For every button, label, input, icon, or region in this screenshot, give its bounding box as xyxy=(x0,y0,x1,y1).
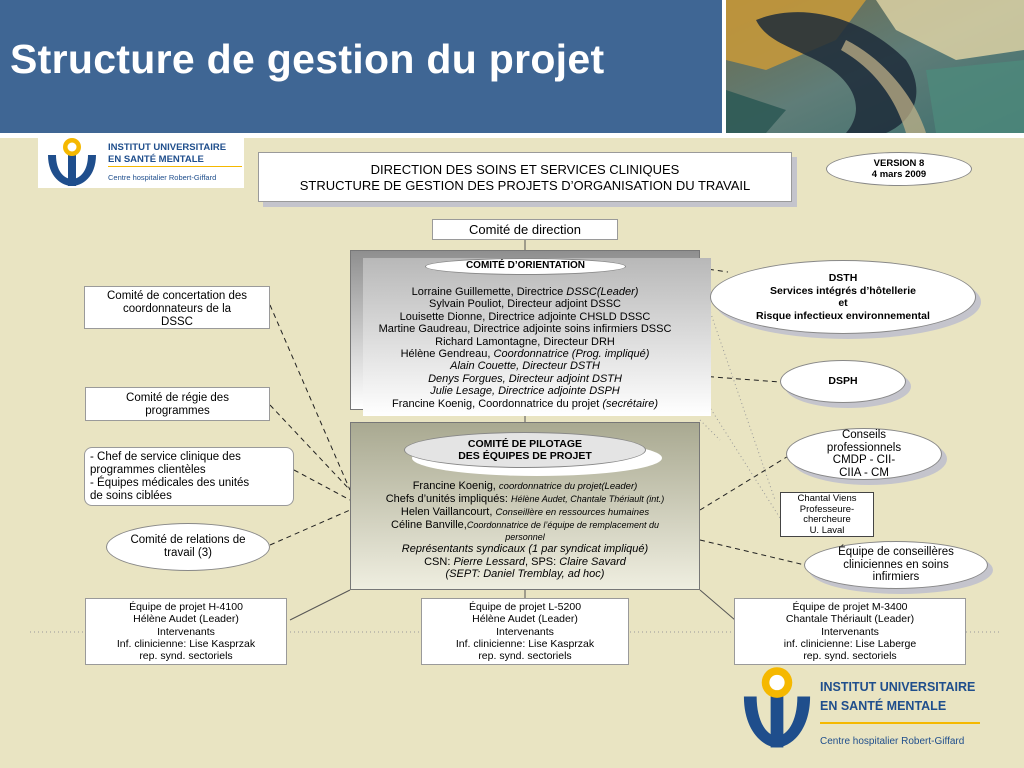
logo-emblem-large-icon xyxy=(736,666,818,750)
orientation-member: Alain Couette, Directeur DSTH xyxy=(450,360,600,373)
team-box-l5200: Équipe de projet L-5200 Hélène Audet (Leader) Intervenants Inf. clinicienne: Lise Kasprzak rep. synd. sectoriels xyxy=(421,598,629,665)
pilotage-title-line1: COMITÉ DE PILOTAGE xyxy=(467,438,583,450)
team-box-h4100: Équipe de projet H-4100 Hélène Audet (Leader) Intervenants Inf. clinicienne: Lise Kasprzak rep. synd. sectoriels xyxy=(85,598,287,665)
chefs-box: - Chef de service clinique des programmes clientèles - Équipes médicales des unités de soins ciblées xyxy=(84,447,294,506)
comite-direction-box xyxy=(432,219,618,240)
pilotage-member: Francine Koenig, coordonnatrice du projet(Leader) xyxy=(412,480,638,492)
pilotage-member: Céline Banville,Coordonnatrice de l’équipe de remplacement du xyxy=(391,518,659,531)
orientation-member: Martine Gaudreau, Directrice adjointe soins infirmiers DSSC xyxy=(378,323,672,336)
pilotage-member: Chefs d’unités impliqués: Hélène Audet, Chantale Thériault (int.) xyxy=(385,493,665,506)
regie-box: Comité de régie des programmes xyxy=(85,387,270,421)
version-date: 4 mars 2009 xyxy=(871,169,927,180)
header-box-line1: DIRECTION DES SOINS ET SERVICES CLINIQUES xyxy=(370,162,680,177)
orientation-member: Sylvain Pouliot, Directeur adjoint DSSC xyxy=(429,298,621,311)
relations-ellipse: Comité de relations de travail (3) xyxy=(106,523,270,571)
logo-bottom-rule xyxy=(820,722,980,724)
pilotage-member: Helen Vaillancourt, Conseillère en ressources humaines xyxy=(400,505,650,518)
orientation-member: Louisette Dionne, Directrice adjointe CHSLD DSSC xyxy=(399,310,651,323)
orientation-member: Denys Forgues, Directeur adjoint DSTH xyxy=(428,372,622,385)
header-box-line2: STRUCTURE DE GESTION DES PROJETS D’ORGANISATION DU TRAVAIL xyxy=(299,178,751,193)
direction-header-box xyxy=(258,152,792,202)
logo-bottom xyxy=(734,664,994,764)
logo-bottom-line2: EN SANTÉ MENTALE xyxy=(820,699,947,713)
logo-line2: EN SANTÉ MENTALE xyxy=(108,154,204,165)
pilotage-member: personnel xyxy=(505,532,545,543)
orientation-member: Lorraine Guillemette, Directrice DSSC(Leader) xyxy=(411,286,639,298)
logo-bottom-line3: Centre hospitalier Robert-Giffard xyxy=(820,736,965,747)
orientation-members xyxy=(350,286,700,410)
orientation-member: Richard Lamontagne, Directeur DRH xyxy=(435,335,615,348)
version-label: VERSION 8 xyxy=(873,158,925,169)
logo-bottom-line1: INSTITUT UNIVERSITAIRE xyxy=(820,680,976,694)
pilotage-title xyxy=(404,432,646,468)
pilotage-member: Représentants syndicaux (1 par syndicat impliqué) xyxy=(401,543,649,556)
dsph-ellipse: DSPH xyxy=(780,360,906,403)
orientation-member: Hélène Gendreau, Coordonnatrice (Prog. impliqué) xyxy=(400,348,650,361)
orientation-member: Francine Koenig, Coordonnatrice du projet (secrétaire) xyxy=(392,397,658,410)
chantal-box: Chantal Viens Professeure- chercheure U. Laval xyxy=(780,492,874,537)
version-badge xyxy=(826,152,972,186)
pilotage-member: CSN: Pierre Lessard, SPS: Claire Savard xyxy=(424,555,626,568)
equipe-conseil-ellipse: Équipe de conseillères cliniciennes en soins infirmiers xyxy=(804,541,988,589)
orientation-title xyxy=(425,258,626,275)
team-box-m3400: Équipe de projet M-3400 Chantale Thériault (Leader) Intervenants inf. clinicienne: Lise Laberge rep. synd. sectoriels xyxy=(734,598,966,665)
logo-line1: INSTITUT UNIVERSITAIRE xyxy=(108,142,227,153)
page-title: Structure de gestion du projet xyxy=(10,36,605,82)
comite-direction-label: Comité de direction xyxy=(469,222,581,237)
orientation-member: Julie Lesage, Directrice adjointe DSPH xyxy=(430,385,620,398)
orientation-title-text: COMITÉ D’ORIENTATION xyxy=(465,260,586,272)
logo-line3: Centre hospitalier Robert-Giffard xyxy=(108,173,217,182)
pilotage-members xyxy=(350,480,700,580)
pilotage-title-line2: DES ÉQUIPES DE PROJET xyxy=(458,450,592,462)
pilotage-member: (SEPT: Daniel Tremblay, ad hoc) xyxy=(445,568,605,581)
conseils-ellipse: Conseils professionnels CMDP - CII- CIIA - CM xyxy=(786,428,942,480)
dsth-ellipse: DSTH Services intégrés d’hôtellerie et Risque infectieux environnemental xyxy=(710,260,976,334)
concertation-box: Comité de concertation des coordonnateurs de la DSSC xyxy=(84,286,270,329)
